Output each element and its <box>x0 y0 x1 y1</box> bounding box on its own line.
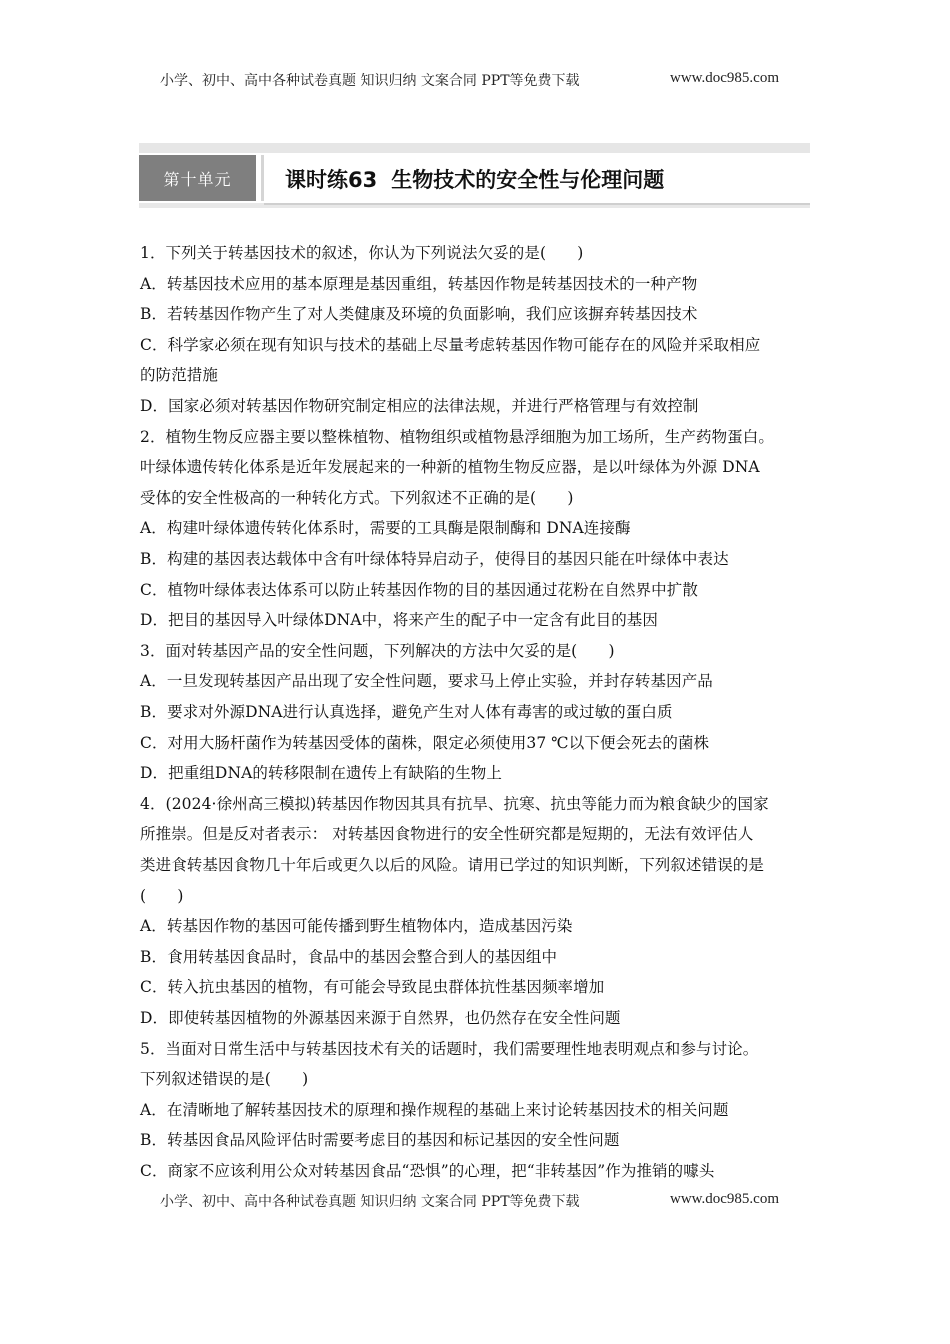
text-line: A．在清晰地了解转基因技术的原理和操作规程的基础上来讨论转基因技术的相关问题 <box>140 1100 729 1119</box>
text-line: B．若转基因作物产生了对人类健康及环境的负面影响，我们应该摒弃转基因技术 <box>140 305 698 324</box>
text-line: C．科学家必须在现有知识与技术的基础上尽量考虑转基因作物可能存在的风险并采取相应 <box>140 335 761 354</box>
banner-top-bar <box>139 143 810 153</box>
lesson-title-text: 生物技术的安全性与伦理问题 <box>391 168 665 192</box>
text-line: 下列叙述错误的是( ) <box>140 1070 309 1089</box>
banner-bottom-line <box>264 203 810 205</box>
text-line: 1．下列关于转基因技术的叙述，你认为下列说法欠妥的是( ) <box>140 244 584 262</box>
page-footer <box>160 1191 800 1211</box>
text-line: B．要求对外源DNA进行认真选择，避免产生对人体有毒害的或过敏的蛋白质 <box>140 703 673 721</box>
footer-url[interactable]: www.doc985.com <box>670 1191 780 1207</box>
text-line: 类进食转基因食物几十年后或更久以后的风险。请用已学过的知识判断，下列叙述错误的是 <box>140 856 765 874</box>
header-text: 小学、初中、高中各种试卷真题 知识归纳 文案合同 PPT等免费下载 <box>160 73 580 89</box>
text-line: C．商家不应该利用公众对转基因食品“恐惧”的心理，把“非转基因”作为推销的噱头 <box>140 1162 715 1180</box>
text-line: ( ) <box>140 886 184 905</box>
text-line: B．食用转基因食品时，食品中的基因会整合到人的基因组中 <box>140 947 558 966</box>
text-line: D．把目的基因导入叶绿体DNA中，将来产生的配子中一定含有此目的基因 <box>140 611 659 630</box>
text-line: C．转入抗虫基因的植物，有可能会导致昆虫群体抗性基因频率增加 <box>140 978 605 997</box>
text-line: B．构建的基因表达载体中含有叶绿体特异启动子，使得目的基因只能在叶绿体中表达 <box>140 550 729 568</box>
text-line: 受体的安全性极高的一种转化方式。下列叙述不正确的是( ) <box>140 488 574 507</box>
text-line: 5．当面对日常生活中与转基因技术有关的话题时，我们需要理性地表明观点和参与讨论。 <box>140 1039 759 1058</box>
text-line: 3．面对转基因产品的安全性问题，下列解决的方法中欠妥的是( ) <box>140 641 615 660</box>
text-line: 叶绿体遗传转化体系是近年发展起来的一种新的植物生物反应器，是以叶绿体为外源 DNA <box>140 458 760 477</box>
text-line: 4．(2024·徐州高三模拟)转基因作物因其具有抗旱、抗寒、抗虫等能力而为粮食缺少的国家 <box>140 794 769 813</box>
text-line: B．转基因食品风险评估时需要考虑目的基因和标记基因的安全性问题 <box>140 1131 620 1150</box>
text-line: C．植物叶绿体表达体系可以防止转基因作物的目的基因通过花粉在自然界中扩散 <box>140 580 698 599</box>
text-line: A．转基因作物的基因可能传播到野生植物体内，造成基因污染 <box>140 917 573 936</box>
text-line: C．对用大肠杆菌作为转基因受体的菌株，限定必须使用37 ℃以下便会死去的菌株 <box>140 733 710 752</box>
text-line: 的防范措施 <box>140 366 219 385</box>
banner-divider <box>261 155 264 201</box>
lesson-code: 课时练63 <box>285 168 378 192</box>
text-line: D．即使转基因植物的外源基因来源于自然界，也仍然存在安全性问题 <box>140 1009 621 1027</box>
text-line: A．构建叶绿体遗传转化体系时，需要的工具酶是限制酶和 DNA连接酶 <box>140 519 631 538</box>
text-line: D．把重组DNA的转移限制在遗传上有缺陷的生物上 <box>140 764 503 783</box>
page-header <box>160 70 800 90</box>
text-line: A．一旦发现转基因产品出现了安全性问题，要求马上停止实验，并封存转基因产品 <box>140 672 713 691</box>
unit-label: 第十单元 <box>139 155 256 201</box>
text-line: 所推崇。但是反对者表示： 对转基因食物进行的安全性研究都是短期的，无法有效评估人 <box>140 825 754 844</box>
lesson-title <box>285 164 664 194</box>
text-line: D．国家必须对转基因作物研究制定相应的法律法规，并进行严格管理与有效控制 <box>140 397 699 415</box>
text-line: 2．植物生物反应器主要以整株植物、植物组织或植物悬浮细胞为加工场所，生产药物蛋白。 <box>140 427 774 446</box>
text-line: A．转基因技术应用的基本原理是基因重组，转基因作物是转基因技术的一种产物 <box>140 274 698 293</box>
footer-text: 小学、初中、高中各种试卷真题 知识归纳 文案合同 PPT等免费下载 <box>160 1194 580 1210</box>
lesson-banner <box>139 143 810 215</box>
header-url[interactable]: www.doc985.com <box>670 70 780 86</box>
